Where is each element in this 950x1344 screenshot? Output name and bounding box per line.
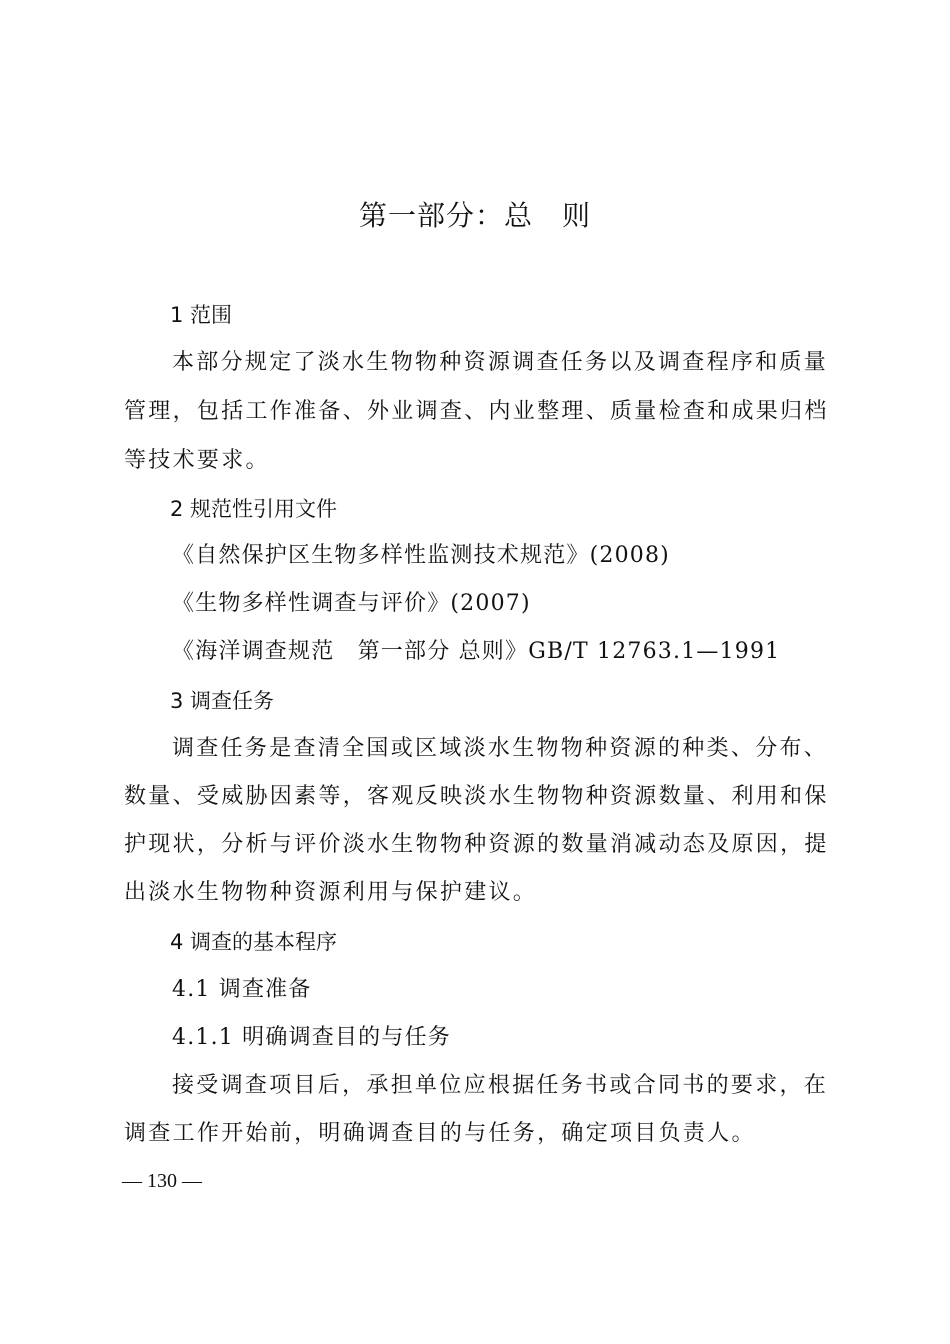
reference-item: 《自然保护区生物多样性监测技术规范》(2008): [172, 543, 670, 568]
section-3-heading: 3 调查任务: [170, 689, 275, 713]
section-3-paragraph-line: 护现状，分析与评价淡水生物物种资源的数量消减动态及原因，提: [124, 832, 829, 857]
page-title: 第一部分：总 则: [358, 199, 591, 232]
section-3-paragraph-line: 调查任务是查清全国或区域淡水生物物种资源的种类、分布、: [172, 736, 829, 761]
section-3-paragraph-line: 数量、受威胁因素等，客观反映淡水生物物种资源数量、利用和保: [124, 784, 829, 809]
section-2-heading: 2 规范性引用文件: [170, 497, 338, 521]
section-4-heading: 4 调查的基本程序: [170, 930, 338, 954]
section-1-heading: 1 范围: [170, 303, 233, 327]
reference-item: 《海洋调查规范 第一部分 总则》GB/T 12763.1—1991: [172, 639, 781, 664]
page-number: — 130 —: [122, 1170, 202, 1192]
section-1-paragraph-line: 等技术要求。: [124, 448, 270, 473]
section-4-1-1-heading: 4.1.1 明确调查目的与任务: [172, 1025, 451, 1050]
section-4-1-heading: 4.1 调查准备: [172, 977, 312, 1002]
section-4-1-1-paragraph-line: 调查工作开始前，明确调查目的与任务，确定项目负责人。: [124, 1121, 756, 1146]
reference-item: 《生物多样性调查与评价》(2007): [172, 591, 531, 616]
section-4-1-1-paragraph-line: 接受调查项目后，承担单位应根据任务书或合同书的要求，在: [172, 1073, 829, 1098]
section-3-paragraph-line: 出淡水生物物种资源利用与保护建议。: [124, 880, 538, 905]
section-1-paragraph-line: 本部分规定了淡水生物物种资源调查任务以及调查程序和质量: [172, 350, 829, 375]
section-1-paragraph-line: 管理，包括工作准备、外业调查、内业整理、质量检查和成果归档: [124, 399, 829, 424]
